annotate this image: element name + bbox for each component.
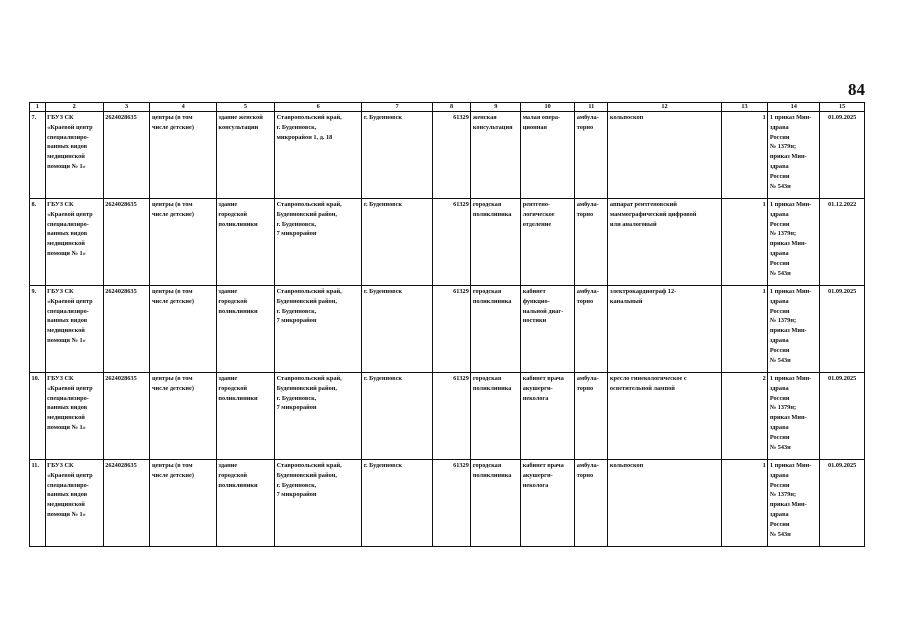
date-cell: 01.09.2025 — [820, 373, 865, 460]
column-header: 9 — [471, 103, 521, 112]
address-cell: Ставропольский край, Буденновский район, г. Буденновск, 7 микрорайон — [275, 460, 362, 547]
order-text: приказ Мин- здрава России № 1379н; приказ Мин- здрава России № 543н — [769, 201, 812, 277]
date-cell: 01.09.2025 — [820, 286, 865, 373]
column-header: 2 — [45, 103, 103, 112]
column-header: 5 — [216, 103, 274, 112]
column-header: 11 — [575, 103, 608, 112]
row-number: 7. — [30, 112, 46, 199]
organization-cell: ГБУЗ СК «Краевой центр специализиро- ванных видов медицинской помощи № 1» — [45, 460, 103, 547]
city-cell: г. Буденновск — [362, 112, 433, 199]
room-cell: рентгено- логическое отделение — [521, 199, 575, 286]
date-cell: 01.09.2025 — [820, 112, 865, 199]
column-number-row — [30, 103, 865, 112]
date-cell: 01.12.2022 — [820, 199, 865, 286]
quantity-cell: 1 — [721, 112, 768, 199]
row-number: 11. — [30, 460, 46, 547]
unit-cell: женская консультация — [471, 112, 521, 199]
facility-type-cell: центры (в том числе детские) — [150, 286, 216, 373]
quantity-inline: 1 — [769, 201, 773, 208]
unit-cell: городская поликлиника — [471, 199, 521, 286]
order-cell — [768, 199, 820, 286]
city-cell: г. Буденновск — [362, 373, 433, 460]
building-cell: здание городской поликлиники — [216, 199, 274, 286]
column-header: 8 — [432, 103, 470, 112]
quantity-cell: 1 — [721, 286, 768, 373]
order-text: приказ Мин- здрава России № 1379н; приказ Мин- здрава России № 543н — [769, 375, 812, 451]
order-text: приказ Мин- здрава России № 1379н; приказ Мин- здрава России № 543н — [769, 462, 812, 538]
table-row — [30, 460, 865, 547]
inn-cell: 2624028635 — [103, 112, 150, 199]
room-cell: кабинет врача акушерги- неколога — [521, 373, 575, 460]
table-row — [30, 373, 865, 460]
address-cell: Ставропольский край, г. Буденновск, микрорайон 1, д. 18 — [275, 112, 362, 199]
column-header: 13 — [721, 103, 768, 112]
inn-cell: 2624028635 — [103, 199, 150, 286]
column-header: 6 — [275, 103, 362, 112]
column-header: 1 — [30, 103, 46, 112]
order-text: приказ Мин- здрава России № 1379н; приказ Мин- здрава России № 543н — [769, 114, 812, 190]
code-cell: 61329 — [432, 286, 470, 373]
address-cell: Ставропольский край, Буденновский район, г. Буденновск, 7 микрорайон — [275, 199, 362, 286]
organization-cell: ГБУЗ СК «Краевой центр специализиро- ванных видов медицинской помощи № 1» — [45, 112, 103, 199]
inn-cell: 2624028635 — [103, 373, 150, 460]
table-row — [30, 112, 865, 199]
quantity-cell: 1 — [721, 460, 768, 547]
care-form-cell: амбула- торно — [575, 373, 608, 460]
room-cell: малая опера- ционная — [521, 112, 575, 199]
city-cell: г. Буденновск — [362, 286, 433, 373]
column-header: 15 — [820, 103, 865, 112]
column-header: 12 — [608, 103, 721, 112]
care-form-cell: амбула- торно — [575, 460, 608, 547]
equipment-cell: кольпоскоп — [608, 460, 721, 547]
row-number: 8. — [30, 199, 46, 286]
quantity-inline: 1 — [769, 462, 773, 469]
unit-cell: городская поликлиника — [471, 460, 521, 547]
room-cell: кабинет функцио- нальной диаг- ностики — [521, 286, 575, 373]
care-form-cell: амбула- торно — [575, 286, 608, 373]
equipment-table — [29, 102, 865, 547]
organization-cell: ГБУЗ СК «Краевой центр специализиро- ванных видов медицинской помощи № 1» — [45, 199, 103, 286]
equipment-cell: кресло гинекологическое с осветительной лампой — [608, 373, 721, 460]
code-cell: 61329 — [432, 460, 470, 547]
code-cell: 61329 — [432, 373, 470, 460]
city-cell: г. Буденновск — [362, 199, 433, 286]
inn-cell: 2624028635 — [103, 286, 150, 373]
building-cell: здание городской поликлиники — [216, 460, 274, 547]
facility-type-cell: центры (в том числе детские) — [150, 112, 216, 199]
quantity-inline: 1 — [769, 375, 773, 382]
care-form-cell: амбула- торно — [575, 199, 608, 286]
column-header: 14 — [768, 103, 820, 112]
equipment-cell: кольпоскоп — [608, 112, 721, 199]
facility-type-cell: центры (в том числе детские) — [150, 460, 216, 547]
order-cell — [768, 373, 820, 460]
building-cell: здание женской консультации — [216, 112, 274, 199]
inn-cell: 2624028635 — [103, 460, 150, 547]
row-number: 10. — [30, 373, 46, 460]
table-row — [30, 286, 865, 373]
unit-cell: городская поликлиника — [471, 286, 521, 373]
equipment-cell: аппарат рентгеновский маммографический цифровой или аналоговый — [608, 199, 721, 286]
column-header: 3 — [103, 103, 150, 112]
order-cell — [768, 286, 820, 373]
order-text: приказ Мин- здрава России № 1379н; приказ Мин- здрава России № 543н — [769, 288, 812, 364]
quantity-cell: 1 — [721, 199, 768, 286]
table-row — [30, 199, 865, 286]
date-cell: 01.09.2025 — [820, 460, 865, 547]
code-cell: 61329 — [432, 199, 470, 286]
quantity-inline: 1 — [769, 114, 773, 121]
unit-cell: городская поликлиника — [471, 373, 521, 460]
column-header: 10 — [521, 103, 575, 112]
page-number: 84 — [848, 80, 865, 99]
order-cell — [768, 460, 820, 547]
row-number: 9. — [30, 286, 46, 373]
code-cell: 61329 — [432, 112, 470, 199]
column-header: 7 — [362, 103, 433, 112]
address-cell: Ставропольский край, Буденновский район, г. Буденновск, 7 микрорайон — [275, 373, 362, 460]
building-cell: здание городской поликлиники — [216, 373, 274, 460]
equipment-cell: электрокардиограф 12- канальный — [608, 286, 721, 373]
room-cell: кабинет врача акушерги- неколога — [521, 460, 575, 547]
organization-cell: ГБУЗ СК «Краевой центр специализиро- ванных видов медицинской помощи № 1» — [45, 286, 103, 373]
city-cell: г. Буденновск — [362, 460, 433, 547]
quantity-cell: 2 — [721, 373, 768, 460]
address-cell: Ставропольский край, Буденновский район, г. Буденновск, 7 микрорайон — [275, 286, 362, 373]
quantity-inline: 1 — [769, 288, 773, 295]
order-cell — [768, 112, 820, 199]
building-cell: здание городской поликлиники — [216, 286, 274, 373]
column-header: 4 — [150, 103, 216, 112]
organization-cell: ГБУЗ СК «Краевой центр специализиро- ванных видов медицинской помощи № 1» — [45, 373, 103, 460]
facility-type-cell: центры (в том числе детские) — [150, 373, 216, 460]
facility-type-cell: центры (в том числе детские) — [150, 199, 216, 286]
care-form-cell: амбула- торно — [575, 112, 608, 199]
